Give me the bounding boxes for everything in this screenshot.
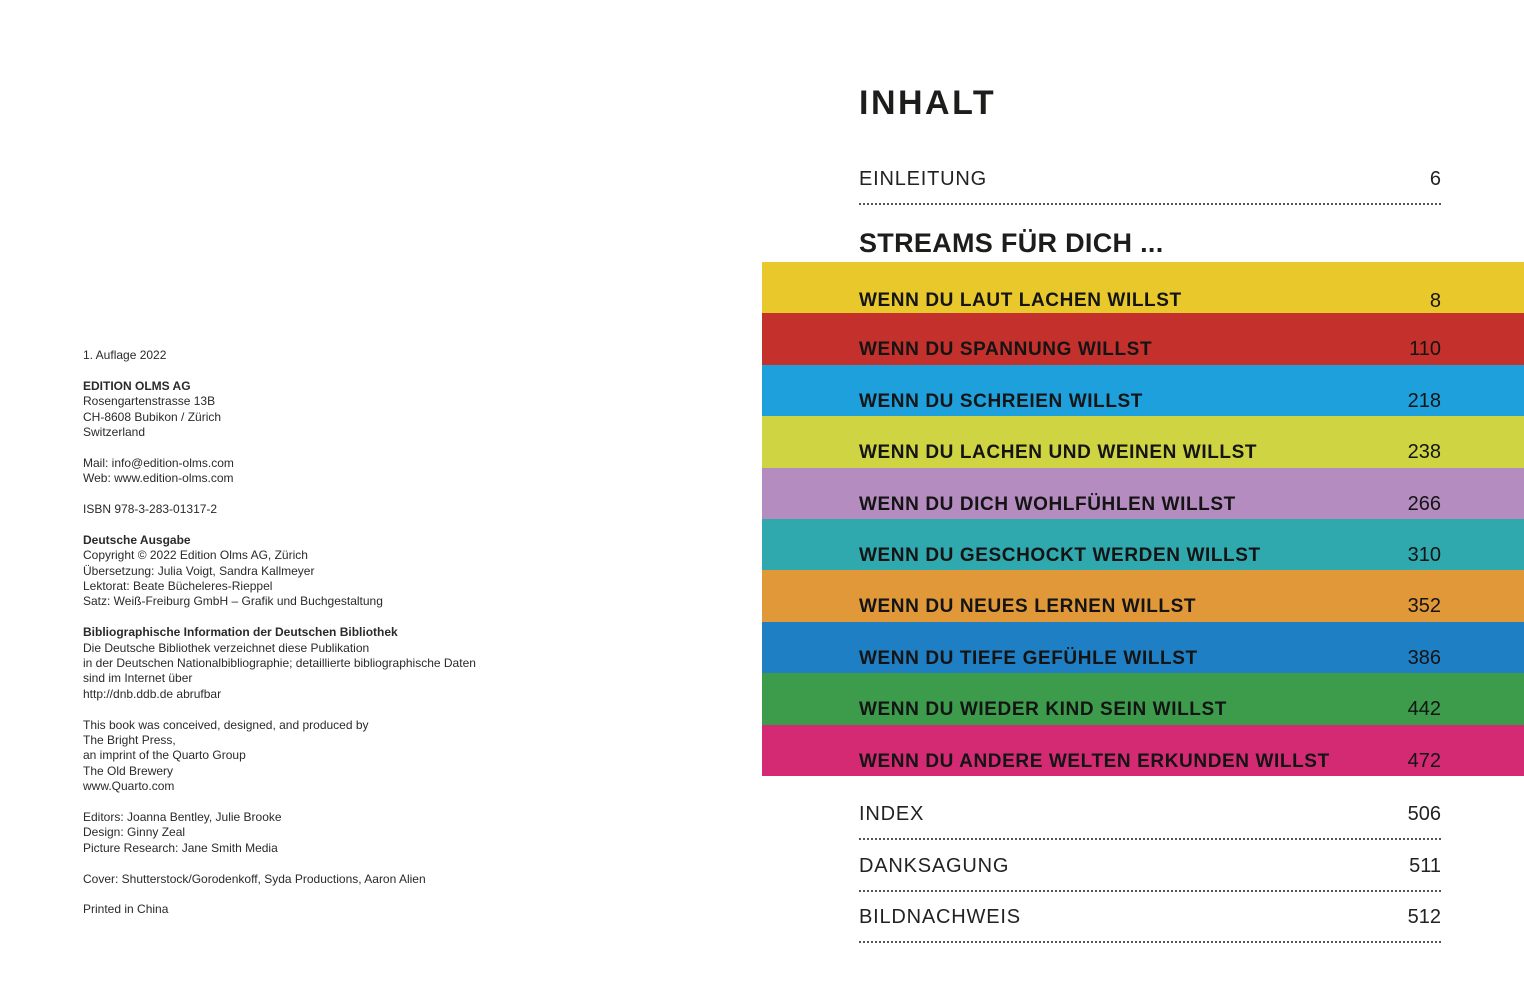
german-edition-line: Copyright © 2022 Edition Olms AG, Zürich (83, 548, 308, 563)
contact-block (83, 456, 603, 487)
band-page: 110 (1409, 338, 1441, 361)
section-bands (762, 262, 1524, 776)
band-label: WENN DU LAUT LACHEN WILLST (859, 290, 1182, 311)
toc-band (762, 468, 1524, 519)
biblio-line: in der Deutschen Nationalbibliographie; detaillierte bibliographische Daten (83, 656, 476, 671)
credits-line: Editors: Joanna Bentley, Julie Brooke (83, 810, 282, 825)
band-label: WENN DU NEUES LERNEN WILLST (859, 596, 1197, 618)
german-edition-title: Deutsche Ausgabe (83, 532, 191, 547)
printed-in: Printed in China (83, 902, 169, 917)
producer-line: an imprint of the Quarto Group (83, 748, 246, 763)
band-label: WENN DU DICH WOHLFÜHLEN WILLST (859, 493, 1236, 515)
band-page: 352 (1407, 595, 1441, 618)
toc-band (762, 262, 1524, 313)
toc-row-page: 511 (1409, 855, 1441, 877)
mail-line: Mail: info@edition-olms.com (83, 455, 234, 470)
publisher-address (83, 379, 603, 441)
biblio-title: Bibliographische Information der Deutschen Bibliothek (83, 625, 398, 640)
german-edition-block (83, 533, 603, 610)
band-page: 218 (1407, 389, 1441, 412)
biblio-line: http://dnb.ddb.de abrufbar (83, 686, 222, 701)
band-page: 310 (1407, 543, 1441, 566)
band-label: WENN DU SPANNUNG WILLST (859, 339, 1153, 361)
web-line: Web: www.edition-olms.com (83, 471, 234, 486)
biblio-block (83, 625, 603, 702)
german-edition-line: Übersetzung: Julia Voigt, Sandra Kallmeyer (83, 563, 315, 578)
toc-band (762, 313, 1524, 364)
toc-row-page: 512 (1407, 906, 1441, 928)
toc-row-bildnachweis (859, 891, 1441, 943)
toc-band (762, 365, 1524, 416)
credits-line: Design: Ginny Zeal (83, 825, 186, 840)
toc-row-label: INDEX (859, 803, 925, 825)
toc-band (762, 416, 1524, 467)
band-page: 266 (1407, 492, 1441, 515)
toc-band (762, 725, 1524, 776)
german-edition-line: Lektorat: Beate Bücheleres-Rieppel (83, 579, 273, 594)
address-line: CH-8608 Bubikon / Zürich (83, 409, 222, 424)
producer-block (83, 718, 603, 795)
credits-block (83, 810, 603, 856)
toc-row-danksagung (859, 840, 1441, 892)
producer-line: The Old Brewery (83, 763, 174, 778)
toc-band (762, 673, 1524, 724)
band-label: WENN DU GESCHOCKT WERDEN WILLST (859, 544, 1261, 566)
credits-line: Picture Research: Jane Smith Media (83, 840, 278, 855)
band-label: WENN DU TIEFE GEFÜHLE WILLST (859, 647, 1198, 669)
german-edition-line: Satz: Weiß-Freiburg GmbH – Grafik und Buchgestaltung (83, 594, 383, 609)
isbn-text: ISBN 978-3-283-01317-2 (83, 502, 218, 517)
toc-row-page: 6 (1429, 168, 1441, 190)
biblio-line: Die Deutsche Bibliothek verzeichnet diese Publikation (83, 640, 370, 655)
toc-row-index (859, 788, 1441, 840)
band-label: WENN DU WIEDER KIND SEIN WILLST (859, 699, 1227, 721)
address-line: Switzerland (83, 425, 146, 440)
band-page: 8 (1429, 290, 1441, 312)
toc-band (762, 622, 1524, 673)
producer-line: www.Quarto.com (83, 779, 175, 794)
band-label: WENN DU SCHREIEN WILLST (859, 390, 1144, 412)
toc-band (762, 519, 1524, 570)
band-label: WENN DU ANDERE WELTEN ERKUNDEN WILLST (859, 750, 1330, 772)
band-page: 386 (1407, 646, 1441, 669)
toc-row-label: BILDNACHWEIS (859, 906, 1021, 928)
toc-row-label: DANKSAGUNG (859, 855, 1010, 877)
toc-row-label: EINLEITUNG (859, 168, 988, 190)
publisher-name: EDITION OLMS AG (83, 378, 191, 393)
producer-line: The Bright Press, (83, 733, 176, 748)
band-label: WENN DU LACHEN UND WEINEN WILLST (859, 442, 1258, 464)
producer-line: This book was conceived, designed, and produced by (83, 717, 369, 732)
band-page: 472 (1407, 749, 1441, 772)
address-line: Rosengartenstrasse 13B (83, 394, 216, 409)
cover-credit: Cover: Shutterstock/Gorodenkoff, Syda Productions, Aaron Alien (83, 871, 426, 886)
section-heading: STREAMS FÜR DICH ... (859, 228, 1164, 258)
toc-row-intro (859, 153, 1441, 205)
edition-text: 1. Auflage 2022 (83, 348, 167, 362)
band-page: 442 (1407, 698, 1441, 721)
band-page: 238 (1407, 441, 1441, 464)
imprint-block (83, 348, 603, 933)
toc-title: INHALT (859, 84, 997, 122)
toc-band (762, 570, 1524, 621)
toc-row-page: 506 (1407, 803, 1441, 825)
biblio-line: sind im Internet über (83, 671, 193, 686)
